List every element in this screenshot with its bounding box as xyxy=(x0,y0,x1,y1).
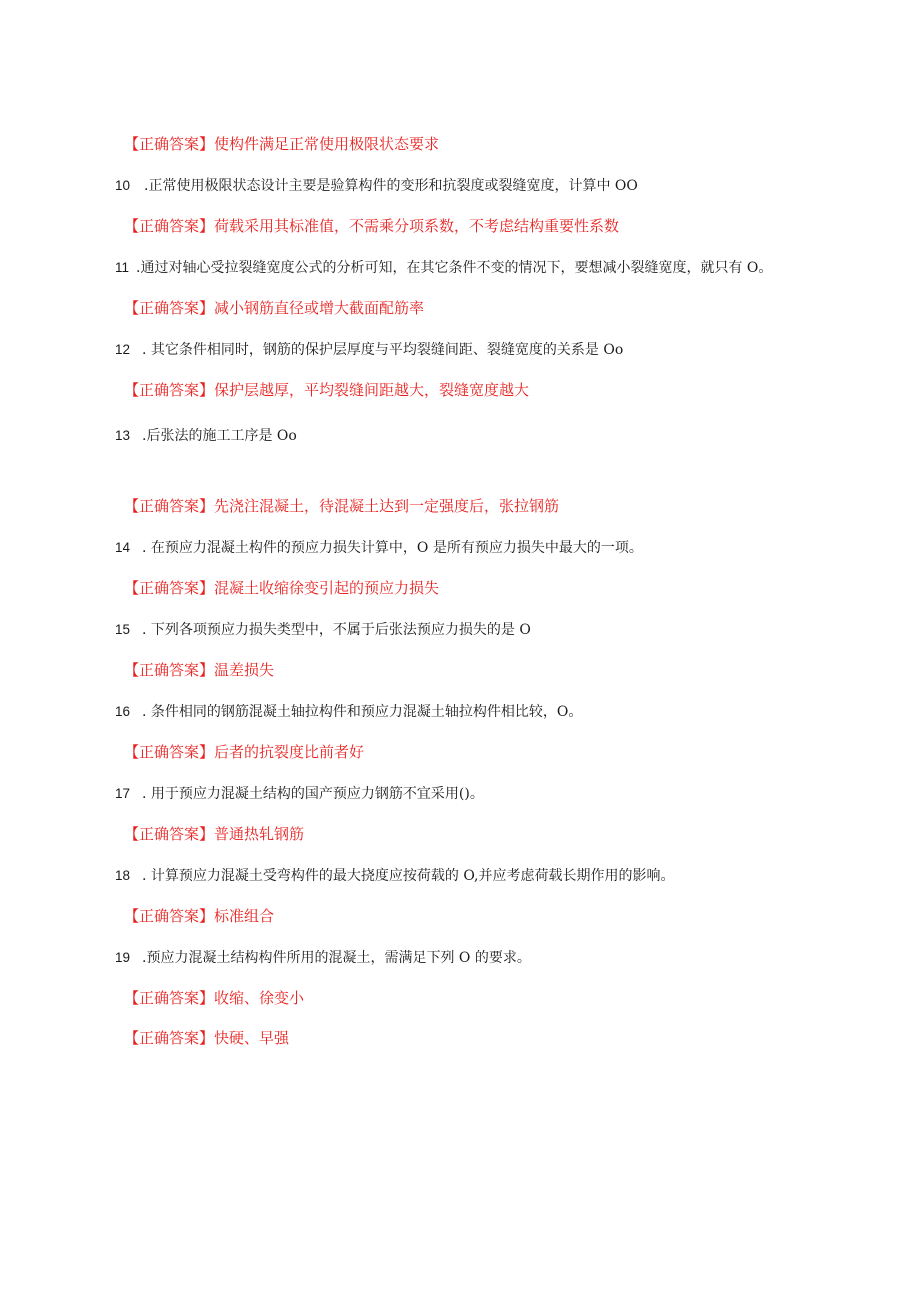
answer-prefix: 【正确答案】 xyxy=(124,1029,215,1047)
question-number: 18 xyxy=(115,868,131,883)
answer-line xyxy=(124,660,274,680)
answer-line xyxy=(124,742,364,762)
question-line xyxy=(115,784,484,804)
answer-line xyxy=(124,380,529,400)
question-number: 17 xyxy=(115,786,131,801)
answer-prefix: 【正确答案】 xyxy=(124,381,215,399)
question-line xyxy=(115,340,623,360)
answer-prefix: 【正确答案】 xyxy=(124,579,215,597)
answer-text: 保护层越厚，平均裂缝间距越大，裂缝宽度越大 xyxy=(214,381,530,399)
answer-line xyxy=(124,298,424,318)
question-line xyxy=(115,176,638,196)
question-text: . 用于预应力混凝土结构的国产预应力钢筋不宜采用()。 xyxy=(142,786,484,802)
question-text: . 下列各项预应力损失类型中，不属于后张法预应力损失的是 O xyxy=(142,622,531,638)
question-line xyxy=(115,866,674,886)
question-line xyxy=(115,702,582,722)
answer-prefix: 【正确答案】 xyxy=(124,661,215,679)
answer-text: 收缩、徐变小 xyxy=(214,989,305,1007)
question-text: .通过对轴心受拉裂缝宽度公式的分析可知，在其它条件不变的情况下，要想减小裂缝宽度，就只有 O。 xyxy=(136,260,773,276)
answer-text: 使构件满足正常使用极限状态要求 xyxy=(214,135,440,153)
question-line xyxy=(115,258,772,278)
question-number: 10 xyxy=(115,178,131,193)
answer-prefix: 【正确答案】 xyxy=(124,497,215,515)
answer-line xyxy=(124,1028,289,1048)
answer-prefix: 【正确答案】 xyxy=(124,825,215,843)
answer-text: 减小钢筋直径或增大截面配筋率 xyxy=(214,299,425,317)
answer-text: 普通热轧钢筋 xyxy=(214,825,305,843)
answer-line xyxy=(124,134,439,154)
question-number: 14 xyxy=(115,540,131,555)
question-number: 11 xyxy=(115,260,130,275)
answer-text: 标准组合 xyxy=(214,907,275,925)
question-line xyxy=(115,948,531,968)
answer-line xyxy=(124,578,439,598)
question-text: . 其它条件相同时，钢筋的保护层厚度与平均裂缝间距、裂缝宽度的关系是 Oo xyxy=(142,342,624,358)
answer-prefix: 【正确答案】 xyxy=(124,217,215,235)
question-text: .正常使用极限状态设计主要是验算构件的变形和抗裂度或裂缝宽度，计算中 OO xyxy=(144,178,638,194)
question-number: 15 xyxy=(115,622,131,637)
question-line xyxy=(115,620,531,640)
answer-prefix: 【正确答案】 xyxy=(124,743,215,761)
question-line xyxy=(115,426,297,446)
answer-prefix: 【正确答案】 xyxy=(124,135,215,153)
answer-prefix: 【正确答案】 xyxy=(124,299,215,317)
question-number: 13 xyxy=(115,428,131,443)
answer-line xyxy=(124,496,559,516)
question-number: 12 xyxy=(115,342,131,357)
answer-text: 混凝土收缩徐变引起的预应力损失 xyxy=(214,579,440,597)
answer-line xyxy=(124,988,304,1008)
answer-text: 快硬、早强 xyxy=(214,1029,290,1047)
answer-prefix: 【正确答案】 xyxy=(124,907,215,925)
question-line xyxy=(115,538,643,558)
answer-line xyxy=(124,824,304,844)
answer-text: 荷载采用其标准值，不需乘分项系数，不考虑结构重要性系数 xyxy=(214,217,620,235)
question-text: . 计算预应力混凝土受弯构件的最大挠度应按荷载的 O,并应考虑荷载长期作用的影响。 xyxy=(142,868,675,884)
question-number: 16 xyxy=(115,704,131,719)
question-text: . 条件相同的钢筋混凝土轴拉构件和预应力混凝土轴拉构件相比较，O。 xyxy=(142,704,583,720)
answer-line xyxy=(124,906,274,926)
question-text: .预应力混凝土结构构件所用的混凝土，需满足下列 O 的要求。 xyxy=(142,950,531,966)
answer-text: 先浇注混凝土，待混凝土达到一定强度后，张拉钢筋 xyxy=(214,497,560,515)
question-text: .后张法的施工工序是 Oo xyxy=(142,428,297,444)
answer-line xyxy=(124,216,619,236)
answer-prefix: 【正确答案】 xyxy=(124,989,215,1007)
question-text: . 在预应力混凝土构件的预应力损失计算中，O 是所有预应力损失中最大的一项。 xyxy=(142,540,643,556)
answer-text: 后者的抗裂度比前者好 xyxy=(214,743,365,761)
answer-text: 温差损失 xyxy=(214,661,275,679)
question-number: 19 xyxy=(115,950,131,965)
